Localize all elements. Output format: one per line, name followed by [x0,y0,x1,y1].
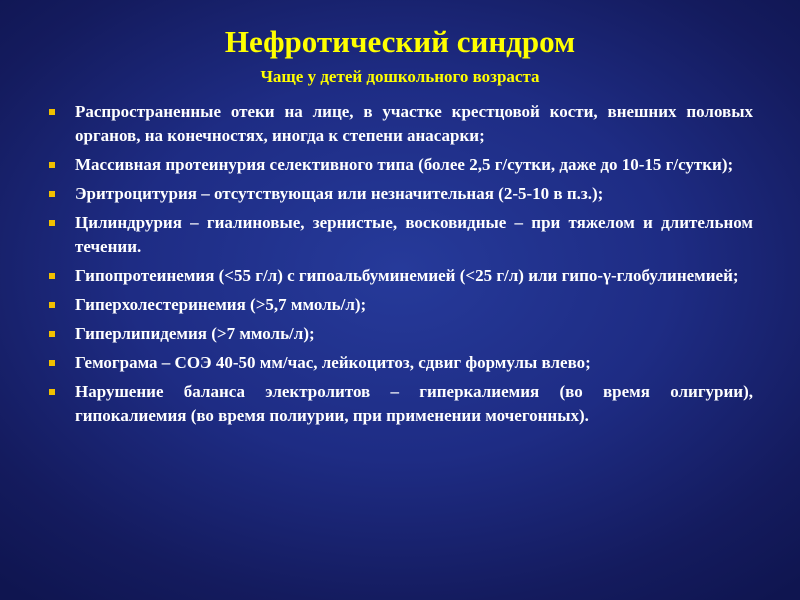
bullet-item [47,351,753,375]
bullet-text: Гипопротеинемия (<55 г/л) с гипоальбуминемией (<25 г/л) или гипо-γ-глобулинемией; [75,266,739,285]
square-bullet-icon [49,273,55,279]
slide-subtitle: Чаще у детей дошкольного возраста [260,67,540,86]
bullet-item [47,380,753,428]
bullet-text: Распространенные отеки на лице, в участке крестцовой кости, внешних половых органов, на конечностях, иногда к степени анасарки; [75,102,753,145]
slide-title: Нефротический синдром [224,24,576,59]
bullet-item [47,322,753,346]
square-bullet-icon [49,302,55,308]
bullet-text: Нарушение баланса электролитов – гиперкалиемия (во время олигурии), гипокалиемия (во время полиурии, при применении мочегонных). [75,382,753,425]
square-bullet-icon [49,389,55,395]
square-bullet-icon [49,162,55,168]
bullet-item [47,211,753,259]
bullet-text: Гиперхолестеринемия (>5,7 ммоль/л); [75,295,367,314]
square-bullet-icon [49,331,55,337]
bullet-list [47,100,753,433]
bullet-text: Эритроцитурия – отсутствующая или незначительная (2-5-10 в п.з.); [75,184,604,203]
square-bullet-icon [49,220,55,226]
bullet-item [47,100,753,148]
square-bullet-icon [49,109,55,115]
bullet-item [47,293,753,317]
bullet-text: Массивная протеинурия селективного типа (более 2,5 г/сутки, даже до 10-15 г/сутки); [75,155,734,174]
bullet-text: Цилиндрурия – гиалиновые, зернистые, восковидные – при тяжелом и длительном течении. [75,213,753,256]
bullet-item [47,264,753,288]
bullet-item [47,153,753,177]
bullet-item [47,182,753,206]
square-bullet-icon [49,191,55,197]
square-bullet-icon [49,360,55,366]
bullet-text: Гиперлипидемия (>7 ммоль/л); [75,324,315,343]
bullet-text: Гемограма – СОЭ 40-50 мм/час, лейкоцитоз, сдвиг формулы влево; [75,353,591,372]
